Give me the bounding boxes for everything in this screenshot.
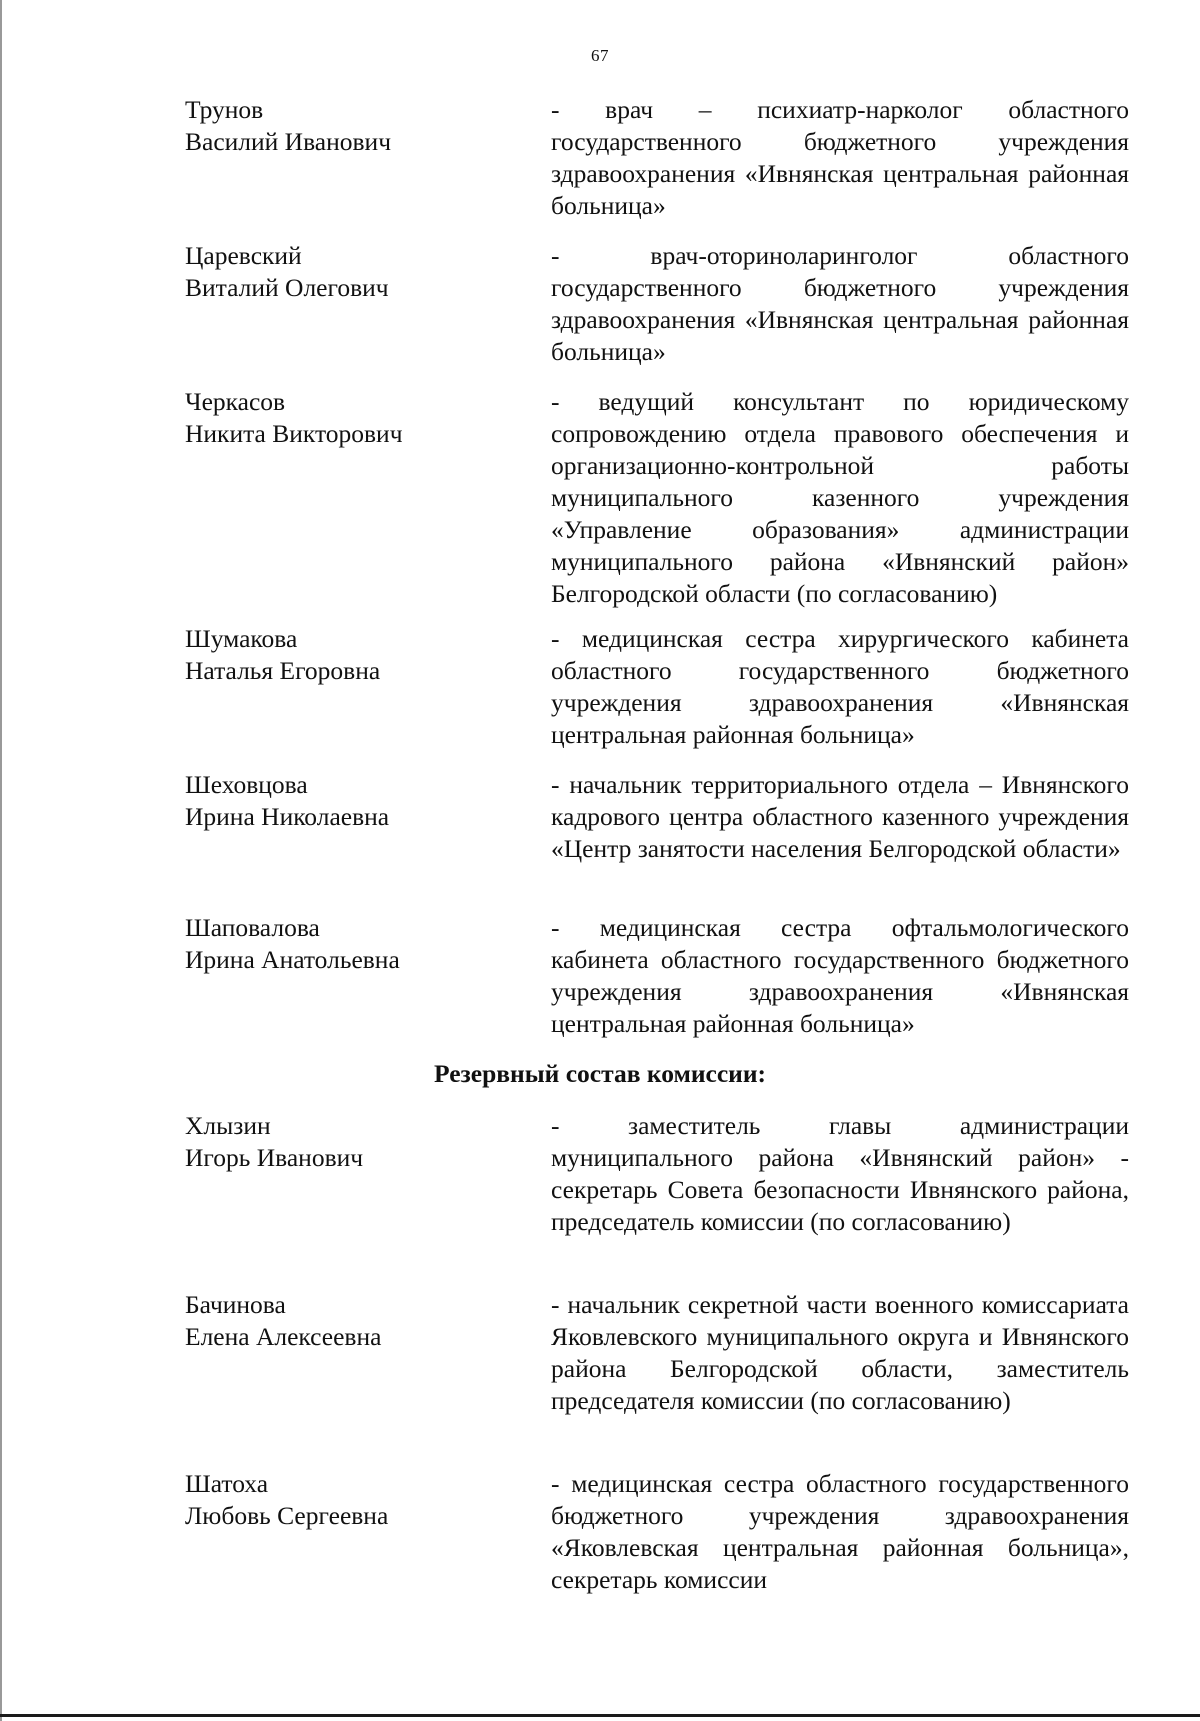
member-name <box>185 1289 515 1353</box>
scan-bottom-edge <box>0 1714 1200 1717</box>
member-name <box>185 94 515 158</box>
member-role: - ведущий консультант по юридическому сопровождению отдела правового обеспечения и организационно-контрольной работы муниципального казенного учреждения «Управление образования» администрации муниципального района «Ивнянский район» Белгородской области (по согласованию) <box>551 387 1129 608</box>
member-role: - медицинская сестра хирургического кабинета областного государственного бюджетного учреждения здравоохранения «Ивнянская центральная районная больница» <box>551 624 1129 749</box>
scan-left-edge <box>0 0 2 1721</box>
page-number: 67 <box>591 46 609 65</box>
member-surname: Черкасов <box>185 387 286 416</box>
member-role: - начальник территориального отдела – Ивнянского кадрового центра областного казенного учреждения «Центр занятости населения Белгородской области» <box>551 770 1129 863</box>
member-given-names: Любовь Сергеевна <box>185 1501 389 1530</box>
member-given-names: Елена Алексеевна <box>185 1322 382 1351</box>
member-surname: Шаповалова <box>185 913 320 942</box>
member-name <box>185 623 515 687</box>
member-given-names: Ирина Анатольевна <box>185 945 400 974</box>
member-surname: Шатоха <box>185 1469 269 1498</box>
member-name <box>185 912 515 976</box>
member-surname: Трунов <box>185 95 264 124</box>
member-surname: Хлызин <box>185 1111 271 1140</box>
member-given-names: Ирина Николаевна <box>185 802 390 831</box>
member-name <box>185 386 515 450</box>
member-name <box>185 1468 515 1532</box>
member-role: - медицинская сестра офтальмологического кабинета областного государственного бюджетного учреждения здравоохранения «Ивнянская центральная районная больница» <box>551 913 1129 1038</box>
member-surname: Бачинова <box>185 1290 286 1319</box>
member-role: - врач-оториноларинголог областного государственного бюджетного учреждения здравоохранения «Ивнянская центральная районная больница» <box>551 241 1129 366</box>
member-name <box>185 1110 515 1174</box>
member-role: - врач – психиатр-нарколог областного государственного бюджетного учреждения здравоохранения «Ивнянская центральная районная больница» <box>551 95 1129 220</box>
member-role: - заместитель главы администрации муниципального района «Ивнянский район» - секретарь Совета безопасности Ивнянского района, председатель комиссии (по согласованию) <box>551 1111 1129 1236</box>
member-surname: Шеховцова <box>185 770 308 799</box>
member-surname: Шумакова <box>185 624 298 653</box>
member-given-names: Никита Викторович <box>185 419 403 448</box>
reserve-section-title: Резервный состав комиссии: <box>433 1059 767 1088</box>
member-name <box>185 769 515 833</box>
member-role: - медицинская сестра областного государственного бюджетного учреждения здравоохранения «Яковлевская центральная районная больница», секретарь комиссии <box>551 1469 1129 1594</box>
member-given-names: Василий Иванович <box>185 127 392 156</box>
member-surname: Царевский <box>185 241 302 270</box>
member-given-names: Игорь Иванович <box>185 1143 364 1172</box>
member-role: - начальник секретной части военного комиссариата Яковлевского муниципального округа и Ивнянского района Белгородской области, заместитель председателя комиссии (по согласованию) <box>551 1290 1129 1415</box>
member-given-names: Наталья Егоровна <box>185 656 381 685</box>
member-given-names: Виталий Олегович <box>185 273 389 302</box>
member-name <box>185 240 515 304</box>
